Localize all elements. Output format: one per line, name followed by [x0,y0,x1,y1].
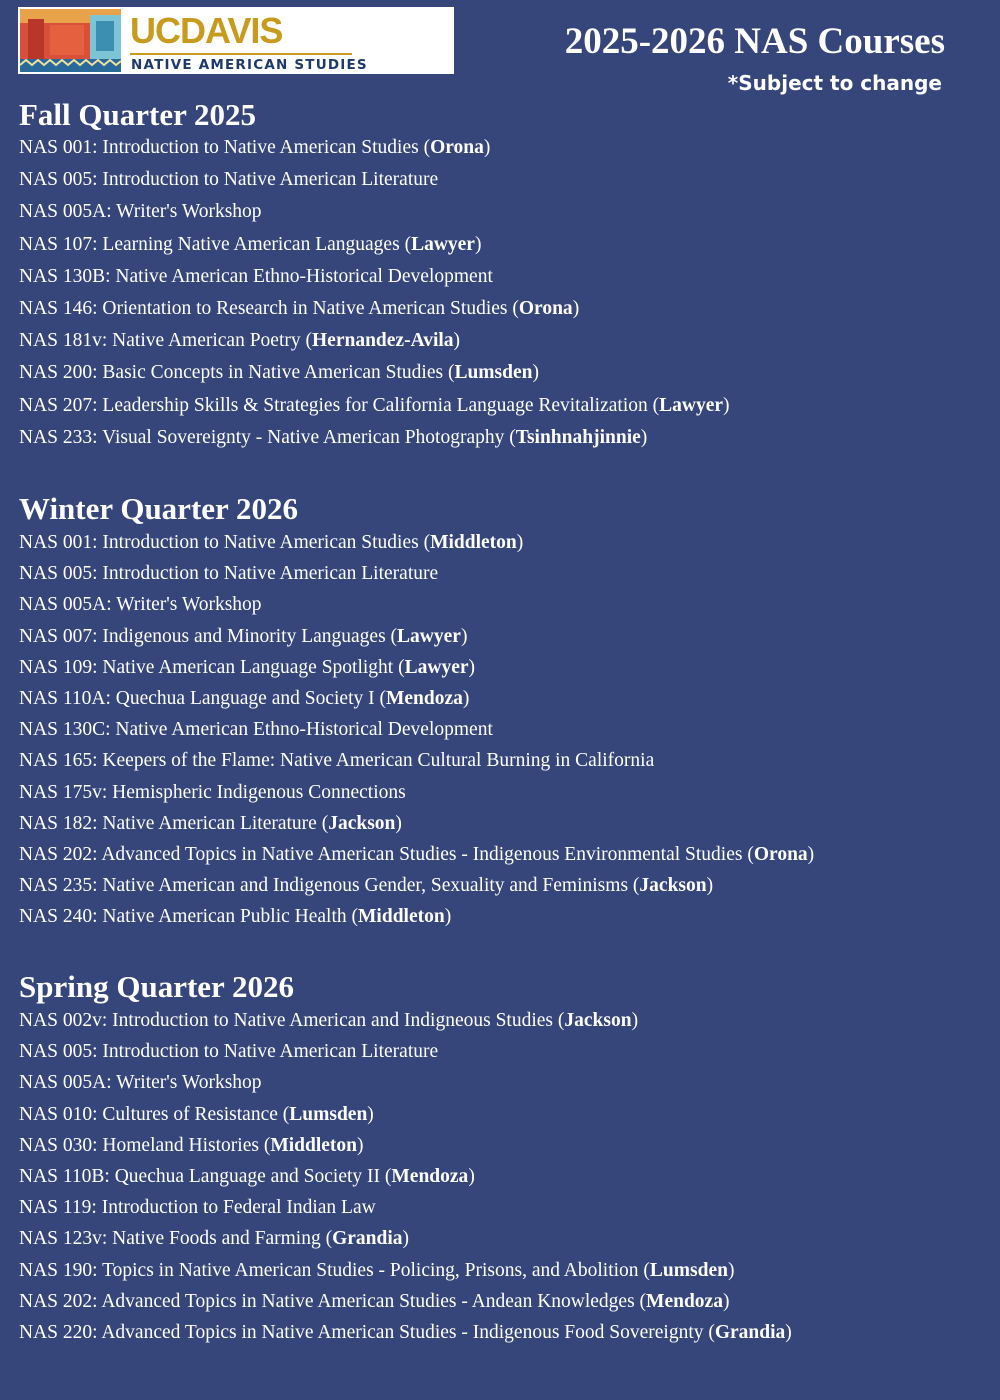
course-item [19,196,980,228]
course-instructor: Orona [753,843,808,865]
course-title: NAS 109: Native American Language Spotlight [19,656,394,678]
course-title: NAS 175v: Hemispheric Indigenous Connections [19,781,406,803]
course-item [19,589,980,620]
course-instructor: Middleton [270,1134,358,1156]
course-title: NAS 119: Introduction to Federal Indian Law [19,1197,376,1219]
course-item [19,1192,980,1223]
fall-quarter-section [19,96,980,454]
course-item: NAS 240: Native American Public Health (Middleton) [19,906,452,928]
course-title: NAS 002v: Introduction to Native American and Indigneous Studies [19,1010,554,1031]
course-title: NAS 202: Advanced Topics in Native American Studies - Indigenous Environmental Studies [19,843,743,865]
course-instructor: Orona [518,297,573,319]
quarter-heading: Winter Quarter 2026 [19,491,298,526]
quarter-heading: Spring Quarter 2026 [19,969,294,1004]
course-item: NAS 202: Advanced Topics in Native American Studies - Indigenous Environmental Studies (Orona) [19,843,815,865]
course-title: NAS 005A: Writer's Workshop [19,594,262,616]
logo-wordmark: UCDAVIS [130,10,283,51]
course-instructor: Orona [430,137,484,158]
course-instructor: Lawyer [404,656,469,678]
course-item: NAS 146: Orientation to Research in Native American Studies (Orona) [19,297,580,319]
course-instructor: Mendoza [385,687,463,709]
course-item [19,558,980,589]
subject-to-change-note: *Subject to change [727,71,942,95]
course-title: NAS 181v: Native American Poetry [19,330,301,352]
course-item: NAS 001: Introduction to Native American Studies (Middleton) [19,532,524,553]
course-item: NAS 181v: Native American Poetry (Hernandez-Avila) [19,330,461,352]
course-title: NAS 107: Learning Native American Languages [19,233,400,255]
course-title: NAS 200: Basic Concepts in Native American Studies [19,362,444,384]
course-instructor: Lawyer [411,233,475,255]
course-item: NAS 207: Leadership Skills & Strategies for California Language Revitalization (Lawyer) [19,394,730,416]
course-item [19,714,980,745]
winter-quarter-section [19,490,980,932]
course-instructor: Tsinhnahjinnie [515,426,641,448]
course-title: NAS 207: Leadership Skills & Strategies for California Language Revitalization [19,394,648,416]
course-item: NAS 109: Native American Language Spotlight (Lawyer) [19,656,476,678]
course-instructor: Lawyer [397,625,461,647]
course-item: NAS 110A: Quechua Language and Society I (Mendoza) [19,687,470,709]
course-list [19,132,980,454]
course-title: NAS 202: Advanced Topics in Native American Studies - Andean Knowledges [19,1290,635,1312]
course-instructor: Hernandez-Avila [312,330,454,352]
course-instructor: Jackson [639,875,707,897]
course-title: NAS 007: Indigenous and Minority Languages [19,625,386,647]
course-instructor: Grandia [714,1321,786,1343]
logo-divider [130,53,352,55]
course-item: NAS 007: Indigenous and Minority Languages (Lawyer) [19,625,468,647]
course-title: NAS 005: Introduction to Native American Literature [19,563,439,585]
logo-department-name: NATIVE AMERICAN STUDIES [131,57,368,73]
logo-artwork [20,9,121,72]
course-title: NAS 005A: Writer's Workshop [19,201,262,223]
course-title: NAS 123v: Native Foods and Farming [19,1228,321,1250]
course-instructor: Middleton [430,532,517,553]
course-title: NAS 030: Homeland Histories [19,1134,259,1156]
course-list [19,1005,980,1348]
course-item: NAS 110B: Quechua Language and Society II (Mendoza) [19,1165,475,1187]
course-item [19,745,980,776]
course-title: NAS 235: Native American and Indigenous Gender, Sexuality and Feminisms [19,875,629,897]
page-title: 2025-2026 NAS Courses [564,21,945,62]
course-item [19,1036,980,1067]
course-item: NAS 182: Native American Literature (Jackson) [19,812,402,834]
course-instructor: Lumsden [289,1103,368,1125]
course-item: NAS 123v: Native Foods and Farming (Grandia) [19,1228,410,1250]
course-title: NAS 130B: Native American Ethno-Historical Development [19,265,493,287]
ucdavis-nas-logo [18,7,454,74]
course-instructor: Mendoza [391,1165,469,1187]
course-title: NAS 110A: Quechua Language and Society I [19,687,375,709]
course-item: NAS 220: Advanced Topics in Native American Studies - Indigenous Food Sovereignty (Grandia) [19,1321,792,1343]
course-title: NAS 146: Orientation to Research in Native American Studies [19,297,508,319]
course-item: NAS 190: Topics in Native American Studies - Policing, Prisons, and Abolition (Lumsden) [19,1259,735,1281]
course-title: NAS 005: Introduction to Native American Literature [19,169,439,191]
course-instructor: Middleton [358,906,445,928]
course-title: NAS 190: Topics in Native American Studies - Policing, Prisons, and Abolition [19,1259,639,1281]
course-title: NAS 130C: Native American Ethno-Historical Development [19,719,493,741]
course-item: NAS 001: Introduction to Native American Studies (Orona) [19,137,491,158]
course-item: NAS 010: Cultures of Resistance (Lumsden) [19,1103,374,1125]
course-title: NAS 233: Visual Sovereignty - Native American Photography [19,426,505,448]
course-title: NAS 005: Introduction to Native American Literature [19,1041,439,1063]
course-title: NAS 182: Native American Literature [19,812,317,834]
course-title: NAS 005A: Writer's Workshop [19,1072,262,1094]
course-list [19,527,980,932]
course-title: NAS 110B: Quechua Language and Society II [19,1165,381,1187]
course-item [19,1067,980,1098]
course-item: NAS 200: Basic Concepts in Native American Studies (Lumsden) [19,362,539,384]
course-instructor: Lumsden [454,362,533,384]
course-instructor: Jackson [328,812,396,834]
course-item: NAS 235: Native American and Indigenous Gender, Sexuality and Feminisms (Jackson) [19,875,714,897]
course-item: NAS 030: Homeland Histories (Middleton) [19,1134,364,1156]
course-title: NAS 165: Keepers of the Flame: Native American Cultural Burning in California [19,750,655,772]
course-title: NAS 220: Advanced Topics in Native American Studies - Indigenous Food Sovereignty [19,1321,704,1343]
course-item: NAS 107: Learning Native American Languages (Lawyer) [19,233,482,255]
course-instructor: Lumsden [649,1259,728,1281]
quarter-heading: Fall Quarter 2025 [19,97,257,132]
course-instructor: Grandia [332,1228,403,1250]
course-item [19,164,980,196]
course-instructor: Lawyer [659,394,724,416]
course-title: NAS 010: Cultures of Resistance [19,1103,278,1125]
course-title: NAS 001: Introduction to Native American Studies [19,137,419,158]
course-item: NAS 002v: Introduction to Native American and Indigneous Studies (Jackson) [19,1010,639,1031]
course-item: NAS 202: Advanced Topics in Native American Studies - Andean Knowledges (Mendoza) [19,1290,730,1312]
course-item [19,261,980,293]
course-title: NAS 240: Native American Public Health [19,906,347,928]
course-item [19,777,980,808]
spring-quarter-section [19,968,980,1348]
course-instructor: Jackson [564,1010,632,1031]
course-instructor: Mendoza [646,1290,723,1312]
course-title: NAS 001: Introduction to Native American Studies [19,532,419,553]
course-item: NAS 233: Visual Sovereignty - Native American Photography (Tsinhnahjinnie) [19,426,648,448]
